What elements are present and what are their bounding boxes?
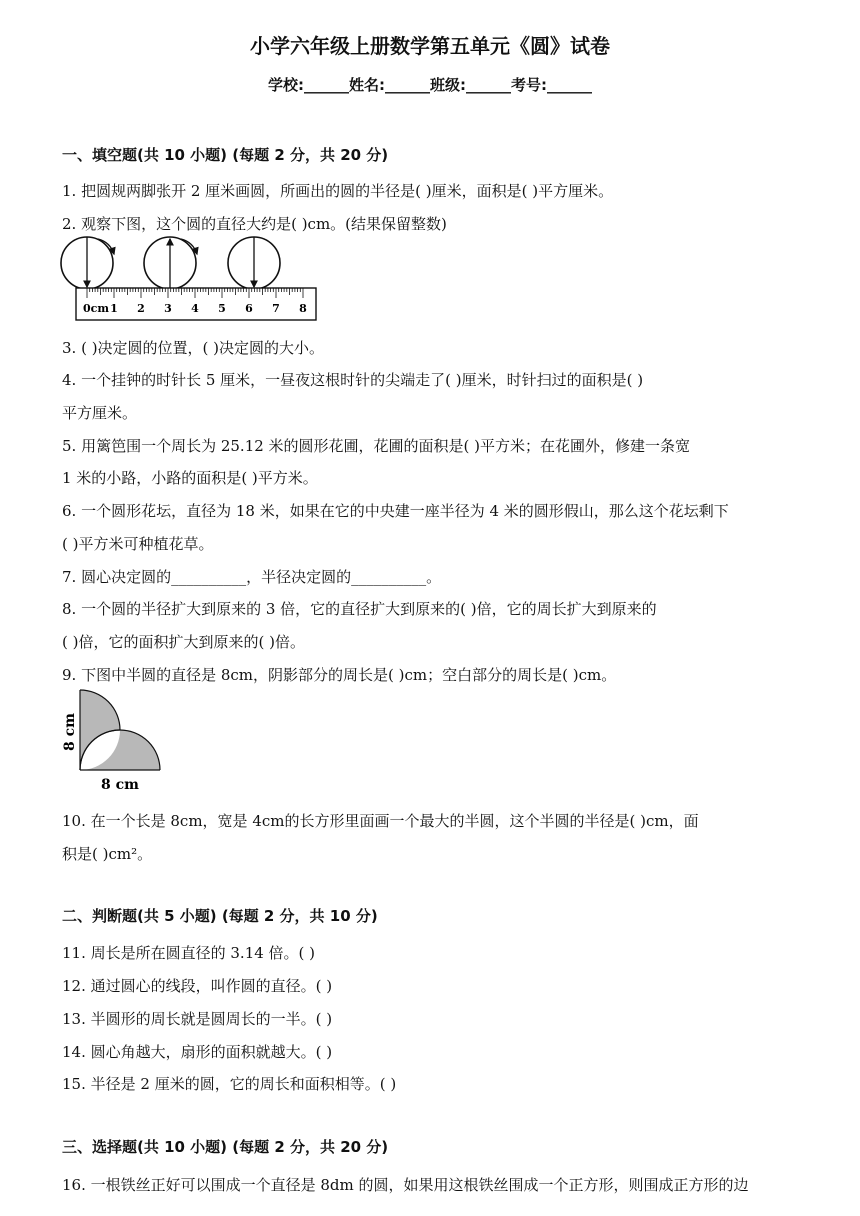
question-2: 2. 观察下图，这个圆的直径大约是( )cm。(结果保留整数): [62, 215, 447, 233]
question-16: 16. 一根铁丝正好可以围成一个直径是 8dm 的圆，如果用这根铁丝围成一个正方形，则围成正方形的边: [62, 1176, 749, 1194]
question-13: 13. 半圆形的周长就是圆周长的一半。( ): [62, 1010, 333, 1028]
question-3: 3. ( )决定圆的位置，( )决定圆的大小。: [62, 339, 325, 357]
question-6-cont: ( )平方米可种植花草。: [62, 535, 214, 553]
question-5: 5. 用篱笆围一个周长为 25.12 米的圆形花圃，花圃的面积是( )平方米；在花圃外，修建一条宽: [62, 437, 691, 455]
question-10-cont: 积是( )cm²。: [62, 845, 153, 863]
ruler-tick-label: 0cm: [83, 302, 109, 315]
semicircle-bottom-label: 8 cm: [101, 777, 139, 793]
semicircle-left-label: 8 cm: [62, 713, 78, 751]
question-8: 8. 一个圆的半径扩大到原来的 3 倍，它的直径扩大到原来的( )倍，它的周长扩大到原来的: [62, 600, 657, 618]
question-5-cont: 1 米的小路，小路的面积是( )平方米。: [62, 469, 318, 487]
exam-title: 小学六年级上册数学第五单元《圆》试卷: [250, 34, 610, 58]
question-4: 4. 一个挂钟的时针长 5 厘米，一昼夜这根时针的尖端走了( )厘米，时针扫过的面积是( ): [62, 371, 644, 389]
ruler-tick-label: 6: [245, 302, 253, 315]
ruler-tick-label: 1: [110, 302, 118, 315]
rolling-circle-3: [228, 237, 280, 289]
question-12: 12. 通过圆心的线段，叫作圆的直径。( ): [62, 977, 333, 995]
ruler-tick-label: 4: [191, 302, 199, 315]
section-2-heading: 二、判断题(共 5 小题) (每题 2 分，共 10 分): [62, 907, 378, 925]
ruler-tick-label: 5: [218, 302, 226, 315]
semicircle-figure: [58, 688, 168, 796]
question-7: 7. 圆心决定圆的__________，半径决定圆的__________。: [62, 568, 442, 586]
question-10: 10. 在一个长是 8cm，宽是 4cm的长方形里面画一个最大的半圆，这个半圆的半径是( )cm，面: [62, 812, 699, 830]
question-11: 11. 周长是所在圆直径的 3.14 倍。( ): [62, 944, 316, 962]
student-info-line: 学校:______姓名:______班级:______考号:______: [268, 76, 592, 94]
ruler-tick-label: 7: [272, 302, 280, 315]
question-14: 14. 圆心角越大，扇形的面积就越大。( ): [62, 1043, 333, 1061]
rolling-circle-2: [144, 237, 197, 289]
question-1: 1. 把圆规两脚张开 2 厘米画圆，所画出的圆的半径是( )厘米，面积是( )平方厘米。: [62, 182, 614, 200]
question-4-cont: 平方厘米。: [62, 404, 138, 422]
ruler-tick-label: 3: [164, 302, 172, 315]
question-15: 15. 半径是 2 厘米的圆，它的周长和面积相等。( ): [62, 1075, 397, 1093]
ruler: [76, 288, 316, 320]
ruler-circle-figure: [58, 234, 322, 324]
rolling-circle-1: [61, 237, 114, 289]
section-3-heading: 三、选择题(共 10 小题) (每题 2 分，共 20 分): [62, 1138, 389, 1156]
ruler-tick-label: 2: [137, 302, 145, 315]
question-9: 9. 下图中半圆的直径是 8cm，阴影部分的周长是( )cm；空白部分的周长是( )cm。: [62, 666, 617, 684]
question-8-cont: ( )倍，它的面积扩大到原来的( )倍。: [62, 633, 305, 651]
ruler-tick-label: 8: [299, 302, 307, 315]
question-6: 6. 一个圆形花坛，直径为 18 米，如果在它的中央建一座半径为 4 米的圆形假山，那么这个花坛剩下: [62, 502, 729, 520]
section-1-heading: 一、填空题(共 10 小题) (每题 2 分，共 20 分): [62, 146, 389, 164]
